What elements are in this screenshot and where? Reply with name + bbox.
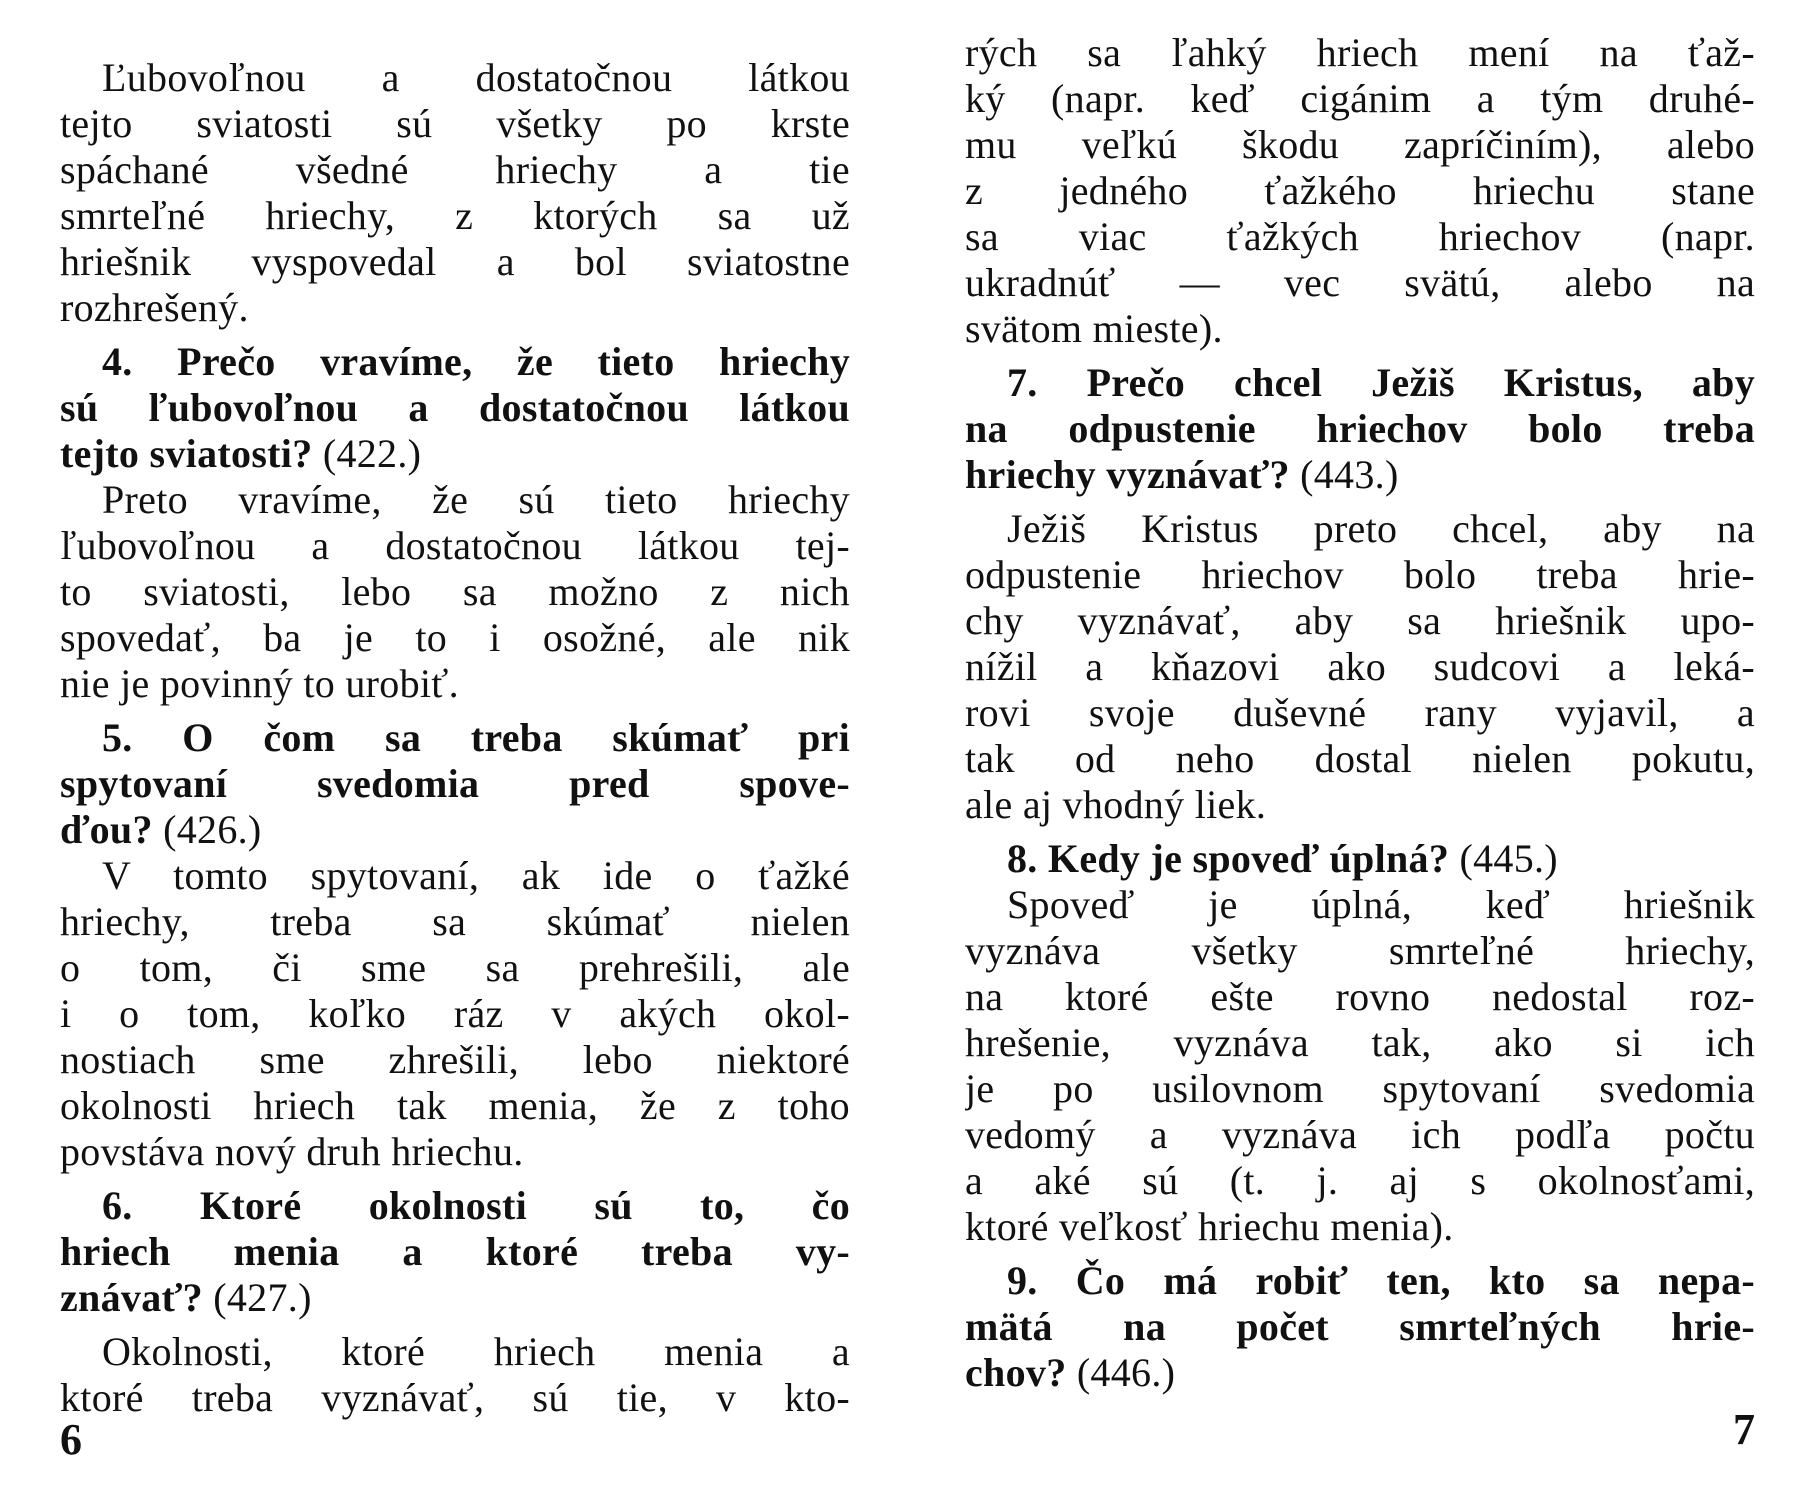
catechism-reference: (445.) <box>1459 836 1558 881</box>
text-line: i o tom, koľko ráz v akých okol- <box>60 991 850 1036</box>
text-line: rovi svoje duševné rany vyjavil, a <box>965 690 1755 735</box>
text-line: nížil a kňazovi ako sudcovi a leká- <box>965 644 1755 689</box>
text-line: chy vyznávať, aby sa hriešnik upo- <box>965 598 1755 643</box>
text-line: sa viac ťažkých hriechov (napr. <box>965 214 1755 259</box>
catechism-reference: (422.) <box>322 431 422 476</box>
question-line: mätá na počet smrteľných hrie- <box>965 1304 1755 1349</box>
question-text: hriechy vyznávať? <box>965 452 1290 497</box>
text-line: spovedať, ba je to i osožné, ale nik <box>60 615 850 660</box>
text-line: je po usilovnom spytovaní svedomia <box>965 1066 1755 1111</box>
question-line <box>1007 836 1755 882</box>
text-line: to sviatosti, lebo sa možno z nich <box>60 569 850 614</box>
question-line <box>60 807 850 853</box>
text-line: a aké sú (t. j. aj s okolnosťami, <box>965 1158 1755 1203</box>
question-line: spytovaní svedomia pred spove- <box>60 761 850 806</box>
question-line <box>965 452 1755 498</box>
text-line: rých sa ľahký hriech mení na ťaž- <box>965 30 1755 75</box>
text-line: nie je povinný to urobiť. <box>60 661 459 706</box>
text-line: tejto sviatosti sú všetky po krste <box>60 101 850 146</box>
question-line: 7. Prečo chcel Ježiš Kristus, aby <box>1007 360 1755 405</box>
catechism-reference: (446.) <box>1076 1350 1176 1395</box>
question-line: na odpustenie hriechov bolo treba <box>965 406 1755 451</box>
text-line: spáchané všedné hriechy a tie <box>60 147 850 192</box>
text-line: okolnosti hriech tak menia, že z toho <box>60 1083 850 1128</box>
text-line: Preto vravíme, že sú tieto hriechy <box>102 477 850 522</box>
text-line: z jedného ťažkého hriechu stane <box>965 168 1755 213</box>
question-line <box>60 431 850 477</box>
question-text: ďou? <box>60 807 153 852</box>
catechism-reference: (426.) <box>163 807 262 852</box>
page-number: 6 <box>60 1415 82 1464</box>
text-line: odpustenie hriechov bolo treba hrie- <box>965 552 1755 597</box>
text-line: nostiach sme zhrešili, lebo niektoré <box>60 1037 850 1082</box>
right-page <box>965 0 1755 1500</box>
text-line: hriešnik vyspovedal a bol sviatostne <box>60 239 850 284</box>
text-line: ktoré treba vyznávať, sú tie, v kto- <box>60 1375 850 1420</box>
text-line: Okolnosti, ktoré hriech menia a <box>102 1329 850 1374</box>
question-line: 5. O čom sa treba skúmať pri <box>102 715 850 760</box>
text-line: ukradnúť — vec svätú, alebo na <box>965 260 1755 305</box>
text-line: hrešenie, vyznáva tak, ako si ich <box>965 1020 1755 1065</box>
text-line: mu veľkú škodu zapríčiním), alebo <box>965 122 1755 167</box>
text-line: vyznáva všetky smrteľné hriechy, <box>965 928 1755 973</box>
text-line: ký (napr. keď cigánim a tým druhé- <box>965 76 1755 121</box>
text-line: Ježiš Kristus preto chcel, aby na <box>1007 506 1755 551</box>
text-line: na ktoré ešte rovno nedostal roz- <box>965 974 1755 1019</box>
text-line: hriechy, treba sa skúmať nielen <box>60 899 850 944</box>
text-line: ktoré veľkosť hriechu menia). <box>965 1204 1454 1249</box>
text-line: povstáva nový druh hriechu. <box>60 1129 524 1174</box>
question-text: chov? <box>965 1350 1067 1395</box>
question-text: tejto sviatosti? <box>60 431 313 476</box>
text-line: Ľubovoľnou a dostatočnou látkou <box>102 55 850 100</box>
text-line: tak od neho dostal nielen pokutu, <box>965 736 1755 781</box>
text-line: o tom, či sme sa prehrešili, ale <box>60 945 850 990</box>
question-line: 9. Čo má robiť ten, kto sa nepa- <box>1007 1258 1755 1303</box>
text-line: vedomý a vyznáva ich podľa počtu <box>965 1112 1755 1157</box>
question-text: 8. Kedy je spoveď úplná? <box>1007 836 1450 881</box>
left-page <box>60 0 850 1500</box>
question-line: 4. Prečo vravíme, že tieto hriechy <box>102 339 850 384</box>
catechism-reference: (443.) <box>1300 452 1399 497</box>
text-line: ľubovoľnou a dostatočnou látkou tej- <box>60 523 850 568</box>
text-line: smrteľné hriechy, z ktorých sa už <box>60 193 850 238</box>
text-line: rozhrešený. <box>60 285 249 330</box>
question-line: sú ľubovoľnou a dostatočnou látkou <box>60 385 850 430</box>
text-line: Spoveď je úplná, keď hriešnik <box>1007 882 1755 927</box>
catechism-reference: (427.) <box>213 1275 312 1320</box>
text-line: V tomto spytovaní, ak ide o ťažké <box>102 853 850 898</box>
question-line <box>60 1275 850 1321</box>
question-line <box>965 1350 1755 1396</box>
text-line: ale aj vhodný liek. <box>965 782 1267 827</box>
question-line: hriech menia a ktoré treba vy- <box>60 1229 850 1274</box>
question-text: znávať? <box>60 1275 203 1320</box>
text-line: svätom mieste). <box>965 306 1223 351</box>
page-number: 7 <box>1733 1405 1755 1454</box>
question-line: 6. Ktoré okolnosti sú to, čo <box>102 1183 850 1228</box>
